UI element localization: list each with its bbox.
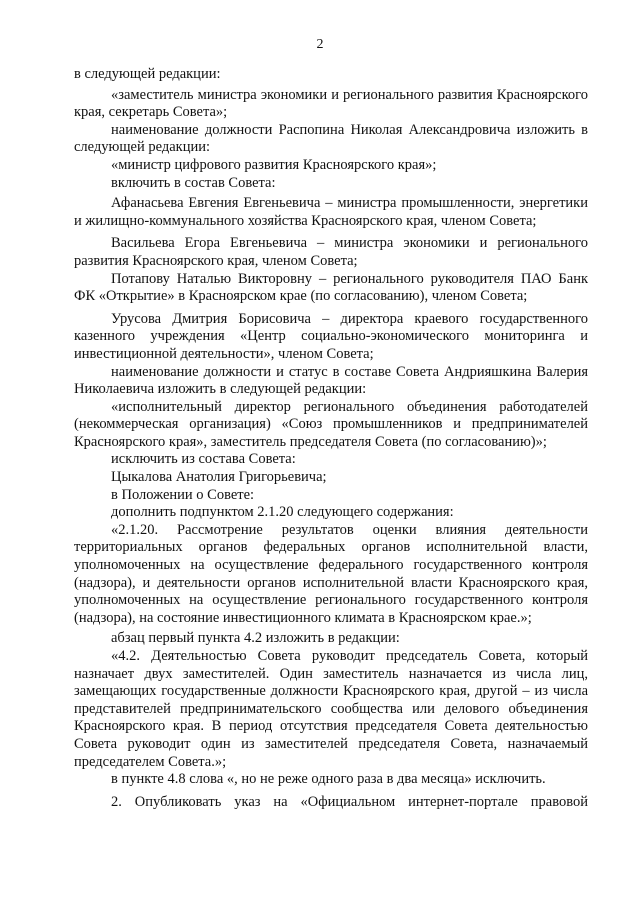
paragraph-raspopin-rename: наименование должности Распопина Николая Александровича изложить в следующей редакции:	[74, 121, 588, 156]
paragraph-vasiliev: Васильева Егора Евгеньевича – министра экономики и регионального развития Красноярского края, членом Совета;	[74, 235, 588, 269]
paragraph-digital-minister: «министр цифрового развития Красноярского края»;	[111, 156, 437, 173]
document-body	[74, 66, 588, 811]
paragraph-secretary-title: «заместитель министра экономики и регионального развития Красноярского края, секретарь Совета»;	[74, 86, 588, 121]
paragraph-publish-order: 2. Опубликовать указ на «Официальном интернет-портале правовой	[111, 793, 588, 810]
paragraph-point-4-8: в пункте 4.8 слова «, но не реже одного раза в два месяца» исключить.	[111, 771, 546, 788]
paragraph-tsykalov: Цыкалова Анатолия Григорьевича;	[111, 469, 327, 486]
paragraph-potapova: Потапову Наталью Викторовну – регионального руководителя ПАО Банк ФК «Открытие» в Красноярском крае (по согласованию), членом Совета;	[74, 270, 588, 305]
paragraph-subpoint-2-1-20: «2.1.20. Рассмотрение результатов оценки влияния деятельности территориальных органов федеральных органов исполнительной власти, уполномоченных на осуществление федерального государственного контроля (надзора), и деятельности органов исполнительной власти Красноярского края, уполномоченных на осуществление регионального государственного контроля (надзора), на состояние инвестиционного климата в Красноярском крае.»;	[74, 521, 588, 626]
paragraph-add-subpoint: дополнить подпунктом 2.1.20 следующего содержания:	[111, 504, 454, 521]
paragraph-point-4-2-text: «4.2. Деятельностью Совета руководит председатель Совета, который назначает двух заместителей. Один заместитель назначается из числа лиц, замещающих государственные должности Красноярского края, другой – из числа представителей предпринимательского сообщества или делового объединения Красноярского края. В период отсутствия председателя Совета деятельностью Совета руководит один из заместителей председателя Совета, назначаемый председателем Совета.»;	[74, 648, 588, 770]
paragraph-continuation: в следующей редакции:	[74, 66, 221, 82]
page-number: 2	[316, 37, 324, 52]
paragraph-point-4-2-intro: абзац первый пункта 4.2 изложить в редакции:	[111, 630, 400, 647]
paragraph-include-members: включить в состав Совета:	[111, 174, 276, 191]
paragraph-executive-director: «исполнительный директор регионального объединения работодателей (некоммерческая организация) «Союз промышленников и предпринимателей Красноярского края», заместитель председателя Совета (по согласованию)»;	[74, 398, 588, 450]
paragraph-urusov: Урусова Дмитрия Борисовича – директора краевого государственного казенного учреждения «Центр социально-экономического мониторинга и инвестиционной деятельности», членом Совета;	[74, 310, 588, 362]
paragraph-afanasiev: Афанасьева Евгения Евгеньевича – министра промышленности, энергетики и жилищно-коммунального хозяйства Красноярского края, членом Совета;	[74, 195, 588, 229]
paragraph-andriyashkin: наименование должности и статус в составе Совета Андрияшкина Валерия Николаевича изложить в следующей редакции:	[74, 363, 588, 398]
paragraph-regulation-heading: в Положении о Совете:	[111, 486, 255, 503]
paragraph-exclude-members: исключить из состава Совета:	[111, 451, 296, 468]
